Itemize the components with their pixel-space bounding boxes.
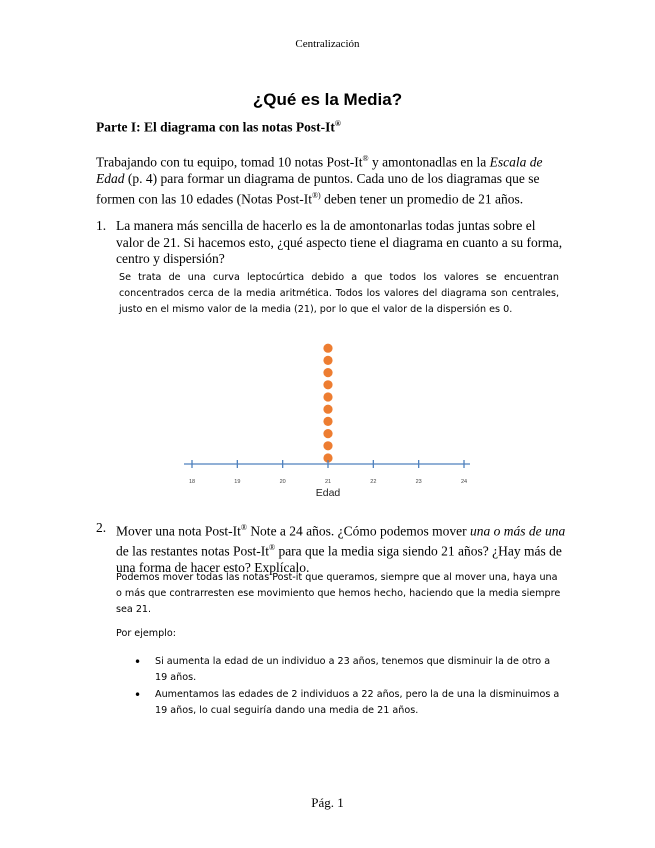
registered-mark: ® bbox=[334, 119, 341, 128]
q2-text-1: Mover una nota Post-It bbox=[116, 523, 241, 539]
data-point bbox=[323, 441, 332, 450]
section-heading-text: Parte I: El diagrama con las notas Post-It bbox=[96, 119, 335, 135]
list-item: • Si aumenta la edad de un individuo a 23 años, tenemos que disminuir la de otro a 19 años. bbox=[134, 654, 564, 686]
data-point bbox=[323, 429, 332, 438]
example-list bbox=[134, 654, 564, 720]
data-point bbox=[323, 417, 332, 426]
intro-text-3: (p. 4) para formar un diagrama de puntos. Cada uno de los diagramas que se formen con las 10 edades (Notas Post-It bbox=[96, 171, 540, 206]
registered-mark: ® bbox=[362, 154, 369, 163]
answer-2: Podemos mover todas las notas Post-it que queramos, siempre que al mover una, haya una o más que contrarresten ese movimiento que hemos hecho, haciendo que la media siempre sea 21. bbox=[116, 572, 561, 615]
example-label: Por ejemplo: bbox=[116, 628, 176, 639]
page-footer: Pág. 1 bbox=[311, 795, 344, 810]
x-tick-label: 18 bbox=[188, 479, 196, 485]
x-tick-label: 20 bbox=[279, 479, 286, 485]
intro-paragraph bbox=[96, 151, 566, 208]
x-axis-tick-labels bbox=[189, 479, 467, 485]
q2-emphasis: una o más de una bbox=[470, 523, 566, 539]
x-tick-label: 19 bbox=[234, 479, 241, 485]
data-point bbox=[323, 368, 332, 377]
data-point bbox=[323, 344, 332, 353]
dot-plot bbox=[180, 333, 480, 503]
registered-mark: ® bbox=[268, 543, 276, 552]
intro-text-1: Trabajando con tu equipo, tomad 10 notas Post-It bbox=[96, 154, 363, 170]
data-point bbox=[323, 356, 332, 365]
x-tick-label: 24 bbox=[460, 479, 468, 485]
intro-emphasis: Escala de Edad bbox=[96, 154, 543, 186]
x-tick-label: 21 bbox=[324, 479, 332, 485]
page-title: ¿Qué es la Media? bbox=[252, 90, 403, 109]
q2-text-4: para que la media siga siendo 21 años? ¿Hay más de una forma de hacer esto? Explícalo. bbox=[116, 543, 562, 575]
registered-mark: ®) bbox=[311, 190, 321, 200]
section-heading bbox=[96, 116, 341, 136]
data-point bbox=[323, 392, 332, 401]
x-axis-label: Edad bbox=[315, 487, 341, 499]
intro-text-4: deben tener un promedio de 21 años. bbox=[320, 191, 524, 206]
intro-text-2: y amontonadlas en la bbox=[368, 154, 490, 170]
answer-1: Se trata de una curva leptocúrtica debido a que todos los valores se encuentran concentrados cerca de la media aritmética. Todos los valores del diagrama son centrales, justo en el mismo valor de la media (21), por lo que el valor de la dispersión es 0. bbox=[119, 272, 559, 315]
q2-text-2: Note a 24 años. ¿Cómo podemos mover bbox=[246, 523, 471, 539]
question-1-number: 1. bbox=[96, 218, 107, 233]
data-point bbox=[323, 405, 332, 414]
question-2-number: 2. bbox=[96, 520, 107, 535]
question-2-text bbox=[116, 520, 566, 577]
q2-text-3: de las restantes notas Post-It bbox=[116, 543, 269, 559]
page-header: Centralización bbox=[295, 38, 360, 50]
list-item: • Aumentamos las edades de 2 individuos a 22 años, pero la de una la disminuimos a 19 años, lo cual seguiría dando una media de 21 años. bbox=[134, 687, 564, 719]
data-point bbox=[323, 380, 332, 389]
question-1-text: La manera más sencilla de hacerlo es la de amontonarlas todas juntas sobre el valor de 21. Si hacemos esto, ¿qué aspecto tiene el diagrama en cuanto a su forma, centro y dispersión? bbox=[116, 218, 563, 266]
registered-mark: ® bbox=[240, 523, 247, 532]
x-tick-label: 23 bbox=[415, 479, 422, 485]
x-tick-label: 22 bbox=[370, 479, 377, 485]
dot-stack bbox=[323, 344, 332, 463]
